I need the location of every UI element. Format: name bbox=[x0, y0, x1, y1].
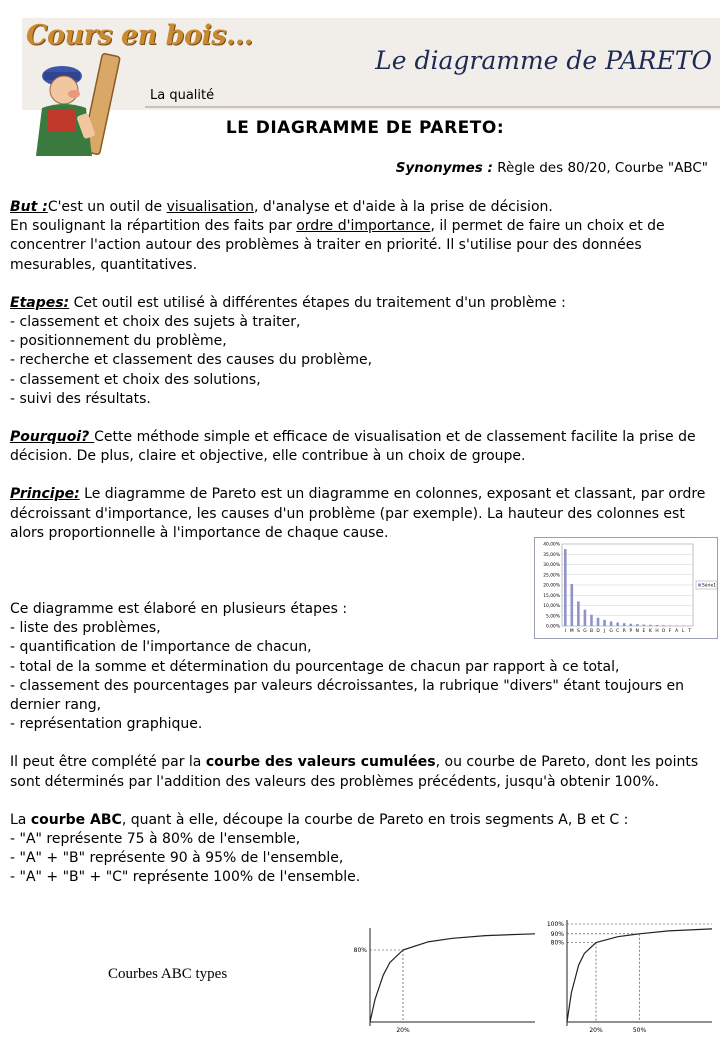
list-item: - représentation graphique. bbox=[10, 716, 203, 733]
but-text-2: , d'analyse et d'aide à la prise de décision. bbox=[253, 199, 553, 215]
legend-label: Série1 bbox=[702, 583, 717, 589]
x-mark-label: 50% bbox=[632, 1027, 647, 1034]
list-item: - classement des pourcentages par valeurs décroissantes, la rubrique "divers" étant toujours en dernier rang, bbox=[10, 677, 684, 714]
x-tick-label: K bbox=[648, 629, 652, 634]
etapes-paragraph bbox=[10, 294, 710, 409]
list-item: - "A" + "B" représente 90 à 95% de l'ensemble, bbox=[10, 850, 344, 867]
y-tick-label: 20,00% bbox=[543, 583, 560, 589]
y-tick-label: 40,00% bbox=[543, 542, 560, 548]
but-text-1: C'est un outil de bbox=[47, 199, 167, 215]
x-tick-label: E bbox=[642, 629, 646, 634]
header-title: Le diagramme de PARETO bbox=[375, 46, 712, 75]
list-item: - classement et choix des solutions, bbox=[10, 371, 261, 388]
x-mark-label: 20% bbox=[396, 1027, 410, 1034]
abc-curve-chart-1 bbox=[340, 910, 540, 1040]
header-divider bbox=[145, 106, 720, 108]
cumul-bold: courbe des valeurs cumulées bbox=[205, 754, 436, 771]
legend-swatch bbox=[698, 584, 701, 587]
x-tick-label: B bbox=[589, 629, 593, 634]
list-item: - liste des problèmes, bbox=[10, 620, 161, 637]
bar bbox=[623, 623, 626, 626]
y-tick-label: 15,00% bbox=[543, 593, 560, 599]
abc-bold: courbe ABC bbox=[30, 811, 122, 828]
list-item: - quantification de l'importance de chacun, bbox=[10, 639, 312, 656]
bar bbox=[669, 625, 672, 626]
pourquoi-text: Cette méthode simple et efficace de visualisation et de classement facilite la prise de décision. De plus, claire et objective, elle contribue à un choix de groupe. bbox=[10, 429, 696, 465]
cumul-text-1: Il peut être complété par la bbox=[10, 754, 206, 771]
principe-label: Principe: bbox=[10, 486, 80, 503]
bar bbox=[564, 549, 567, 626]
but-text-3: En soulignant la répartition des faits par bbox=[10, 218, 297, 235]
logo-text: Cours en bois... bbox=[26, 20, 253, 51]
x-mark-label: 20% bbox=[589, 1027, 603, 1034]
bar bbox=[597, 618, 600, 626]
but-label: But : bbox=[10, 199, 48, 215]
pareto-bar-chart bbox=[534, 537, 718, 639]
but-underline-2: ordre d'importance bbox=[296, 218, 431, 235]
synonyms-label: Synonymes : bbox=[395, 160, 493, 176]
etapes-label: Etapes: bbox=[10, 294, 70, 311]
page-title: LE DIAGRAMME DE PARETO: bbox=[225, 118, 505, 138]
pareto-chart-svg bbox=[535, 538, 719, 640]
bar bbox=[603, 620, 606, 626]
abc-text-2: , quant à elle, découpe la courbe de Pareto en trois segments A, B et C : bbox=[121, 811, 629, 828]
bar bbox=[649, 625, 652, 626]
x-tick-label: H bbox=[655, 629, 659, 634]
x-tick-label: R bbox=[622, 629, 626, 634]
abc-caption: Courbes ABC types bbox=[108, 966, 228, 982]
bar bbox=[590, 615, 593, 626]
list-item: - suivi des résultats. bbox=[10, 390, 151, 407]
principe-paragraph bbox=[10, 485, 710, 543]
x-tick-label: T bbox=[688, 629, 692, 634]
list-item: - "A" représente 75 à 80% de l'ensemble, bbox=[10, 831, 301, 848]
list-item: - "A" + "B" + "C" représente 100% de l'ensemble. bbox=[10, 869, 361, 886]
list-item: - total de la somme et détermination du pourcentage de chacun par rapport à ce total, bbox=[10, 658, 620, 675]
synonyms bbox=[396, 160, 708, 176]
bar bbox=[656, 625, 659, 626]
y-tick-label: 5,00% bbox=[546, 614, 560, 620]
x-tick-label: J bbox=[603, 629, 606, 634]
x-tick-label: C bbox=[616, 629, 620, 634]
carpenter-mascot-icon bbox=[22, 44, 142, 162]
list-item: - positionnement du problème, bbox=[10, 333, 227, 350]
x-tick-label: A bbox=[675, 629, 679, 634]
abc-text-1: La bbox=[10, 811, 31, 828]
y-mark-label: 80% bbox=[353, 947, 367, 954]
pourquoi-label: Pourquoi? bbox=[10, 429, 95, 446]
x-tick-label: N bbox=[635, 629, 639, 634]
x-tick-label: O bbox=[661, 629, 666, 634]
cumul-paragraph bbox=[10, 753, 710, 791]
bar bbox=[636, 624, 639, 626]
header-subtitle: La qualité bbox=[150, 88, 215, 103]
list-item: - recherche et classement des causes du problème, bbox=[10, 352, 373, 369]
x-tick-label: S bbox=[576, 629, 580, 634]
y-mark-label: 80% bbox=[550, 939, 564, 947]
bar bbox=[577, 601, 580, 626]
but-paragraph bbox=[10, 198, 710, 275]
bar bbox=[571, 584, 574, 626]
y-mark-label: 100% bbox=[546, 921, 564, 928]
x-tick-label: G bbox=[583, 629, 587, 634]
x-tick-label: I bbox=[564, 629, 566, 634]
x-tick-label: L bbox=[681, 629, 685, 634]
but-text-4: , il permet de faire un choix et de concentrer l'action autour des problèmes à traiter en priorité. Il s'utilise pour des données mesurables, quantitatives. bbox=[10, 218, 665, 273]
etapes2-intro: Ce diagramme est élaboré en plusieurs étapes : bbox=[10, 601, 348, 618]
y-tick-label: 10,00% bbox=[543, 604, 560, 610]
synonyms-text: Règle des 80/20, Courbe "ABC" bbox=[492, 160, 708, 176]
y-tick-label: 25,00% bbox=[543, 573, 560, 579]
y-tick-label: 30,00% bbox=[543, 563, 560, 569]
list-item: - classement et choix des sujets à traiter, bbox=[10, 314, 301, 331]
x-tick-label: P bbox=[629, 629, 633, 634]
abc-curve-chart-2 bbox=[540, 910, 715, 1040]
x-tick-label: G bbox=[609, 629, 613, 634]
y-mark-label: 90% bbox=[550, 930, 564, 938]
x-tick-label: D bbox=[596, 629, 600, 634]
cumulative-curve bbox=[370, 934, 535, 1022]
principe-text: Le diagramme de Pareto est un diagramme en colonnes, exposant et classant, par ordre décroissant d'importance, les causes d'un problème (par exemple). La hauteur des colonnes est alors proportionnelle à l'importance de chaque cause. bbox=[10, 486, 706, 541]
bar bbox=[616, 623, 619, 626]
bar bbox=[584, 610, 587, 626]
y-tick-label: 0,00% bbox=[546, 624, 560, 630]
bar bbox=[662, 625, 665, 626]
cumul-text-2: , ou courbe de Pareto, dont les points sont déterminés par l'addition des valeurs des problèmes précédents, jusqu'à obtenir 100%. bbox=[10, 754, 699, 790]
x-tick-label: M bbox=[569, 629, 574, 634]
bar bbox=[643, 625, 646, 626]
pourquoi-paragraph bbox=[10, 428, 710, 466]
abc-paragraph bbox=[10, 811, 710, 888]
bar bbox=[610, 621, 613, 626]
etapes-intro: Cet outil est utilisé à différentes étapes du traitement d'un problème : bbox=[69, 294, 566, 311]
y-tick-label: 35,00% bbox=[543, 552, 560, 558]
bar bbox=[629, 624, 632, 626]
but-underline-1: visualisation bbox=[166, 199, 254, 215]
x-tick-label: F bbox=[668, 629, 672, 634]
